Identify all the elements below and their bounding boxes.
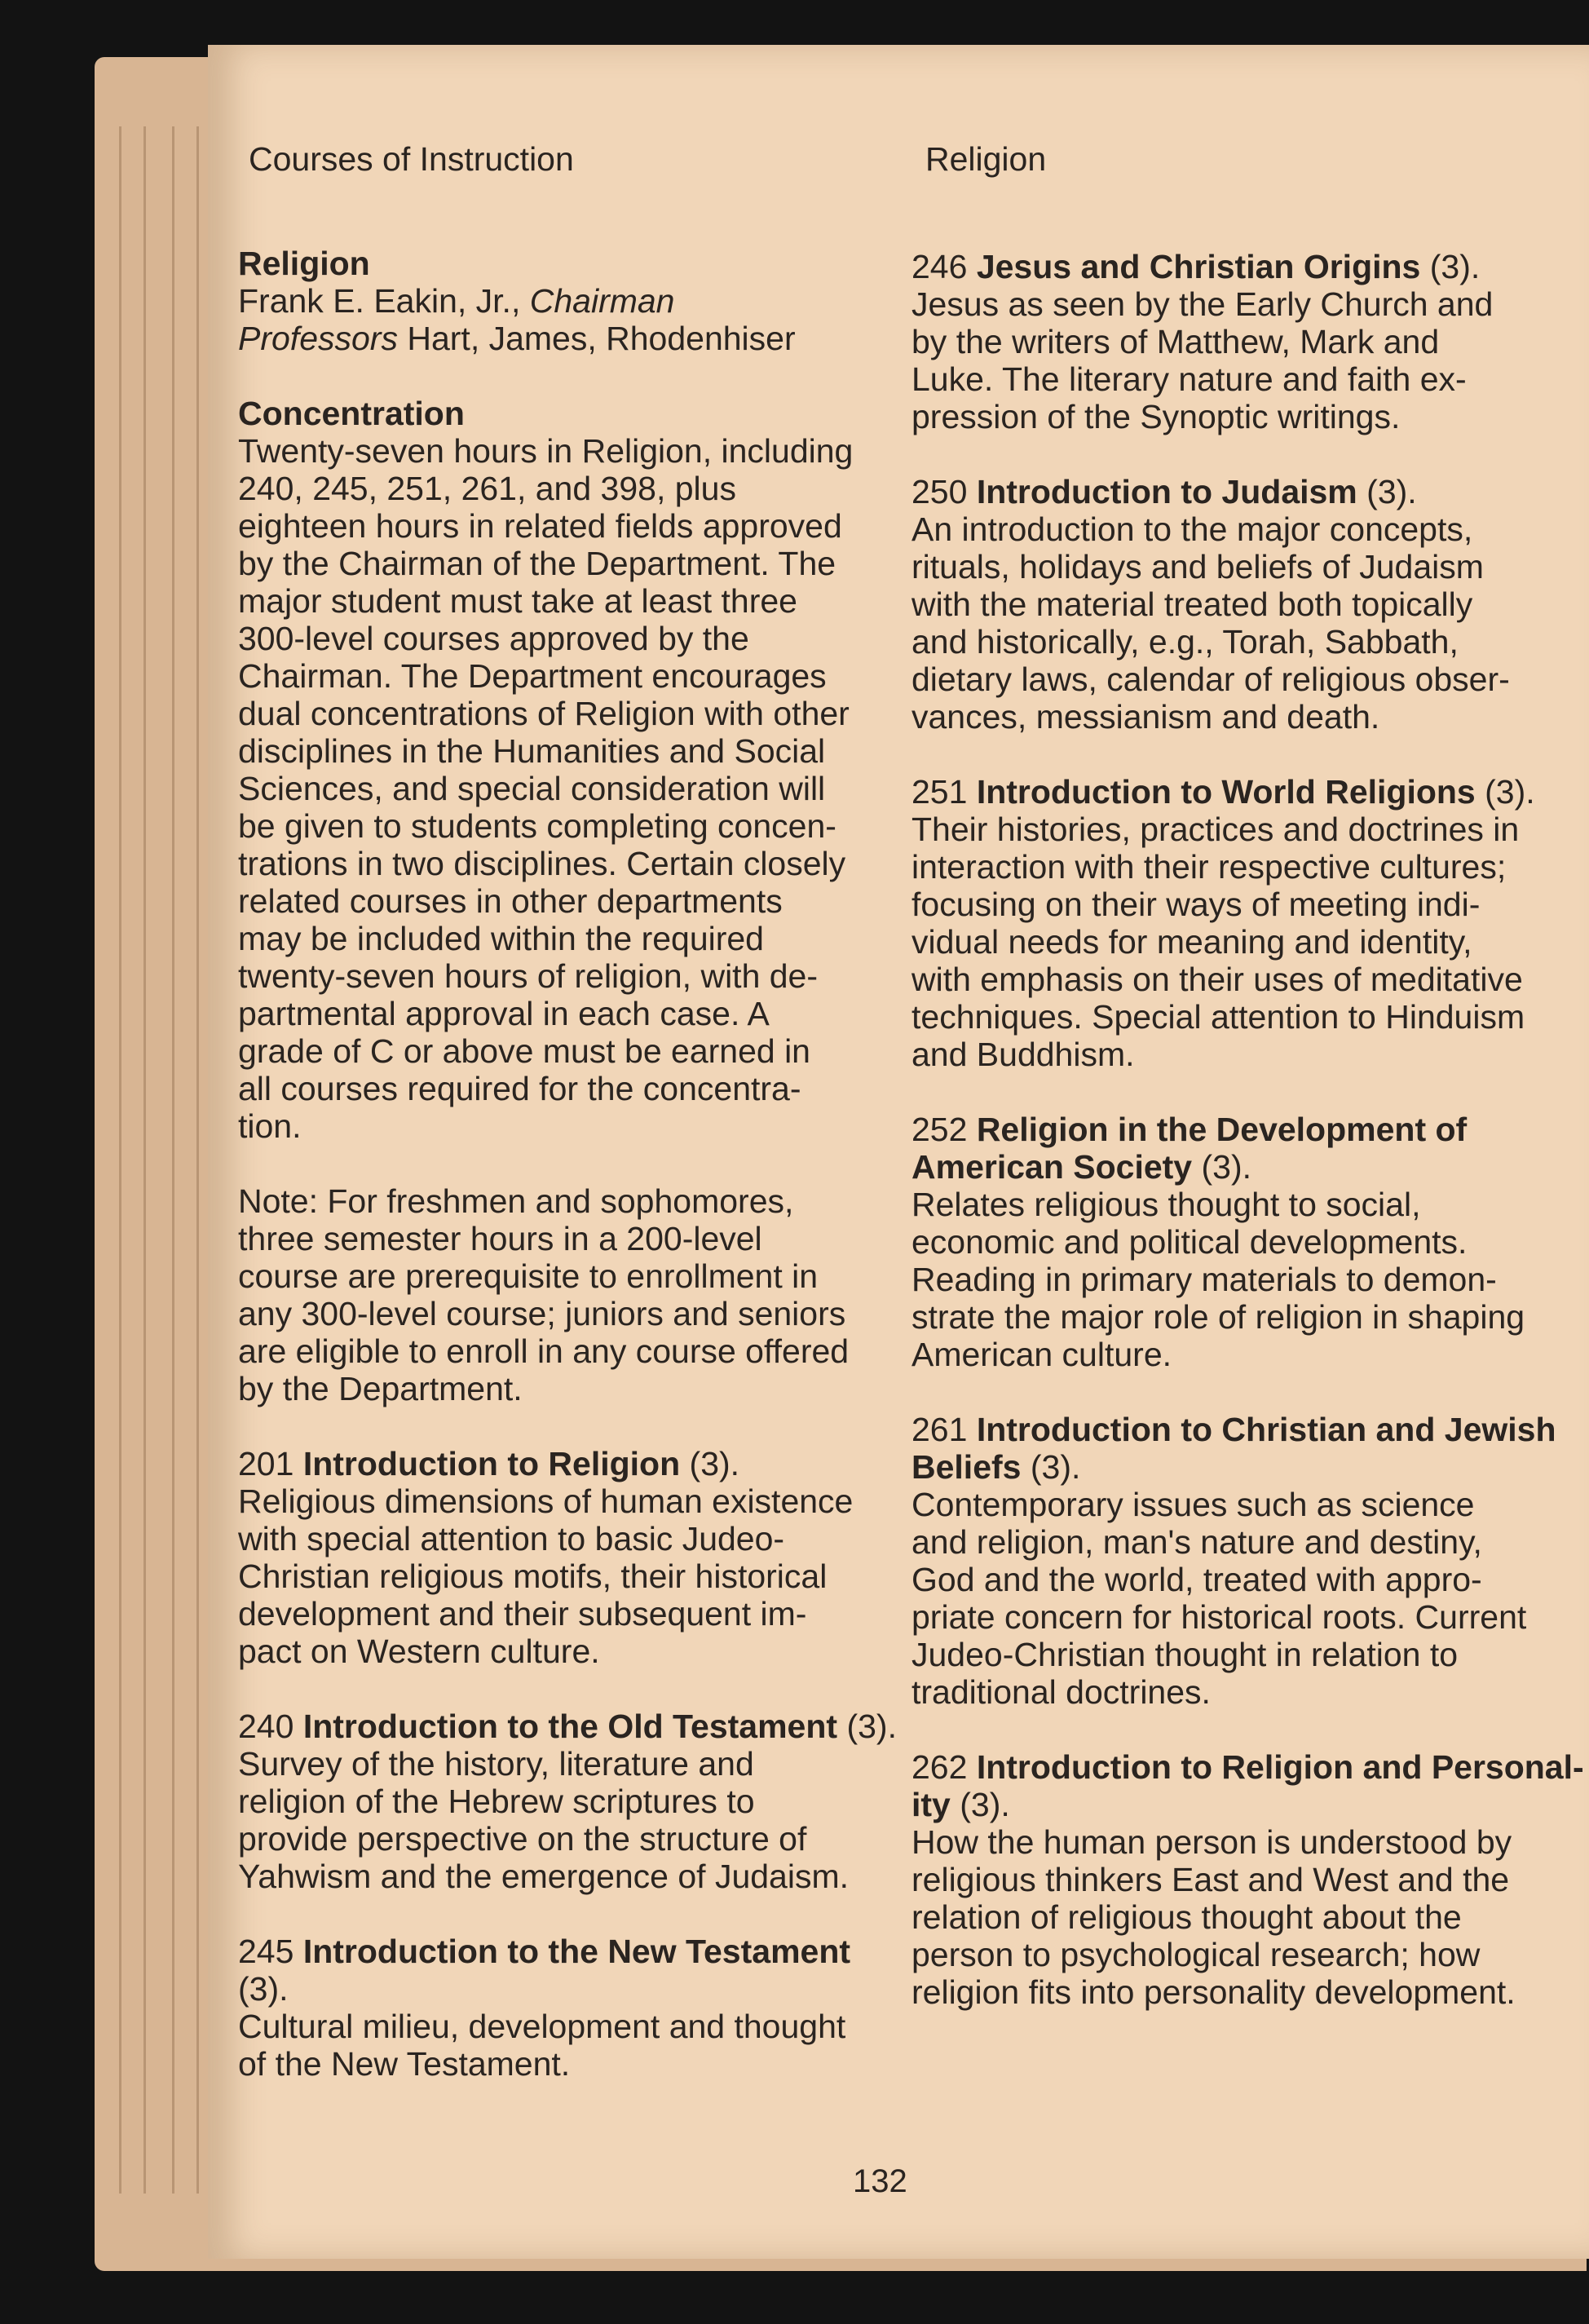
- chairman-title: Chairman: [529, 282, 675, 320]
- course-title-line: [238, 1970, 907, 2008]
- course-credits: (3).: [1429, 248, 1481, 285]
- course-entry: [911, 773, 1580, 1073]
- course-entry: [238, 1445, 907, 1670]
- course-title-line: [911, 1448, 1580, 1486]
- course-description-line: Relates religious thought to social,: [911, 1186, 1421, 1223]
- course-number: 251: [911, 773, 968, 811]
- concentration-line: partmental approval in each case. A: [238, 995, 770, 1032]
- concentration-line: tion.: [238, 1107, 302, 1145]
- course-number: 240: [238, 1708, 294, 1745]
- course-number: 246: [911, 248, 968, 285]
- course-entry: [911, 1748, 1584, 2011]
- running-header-left: Courses of Instruction: [249, 140, 574, 178]
- course-credits: (3).: [238, 1970, 289, 2008]
- course-description-line: and historically, e.g., Torah, Sabbath,: [911, 623, 1459, 661]
- course-description-line: religious thinkers East and West and the: [911, 1861, 1510, 1898]
- course-entry: [911, 473, 1580, 736]
- course-title-line: [238, 1445, 907, 1482]
- course-description-line: with the material treated both topically: [911, 585, 1473, 623]
- course-description-line: by the writers of Matthew, Mark and: [911, 323, 1440, 360]
- chairman-name: Frank E. Eakin, Jr.,: [238, 282, 521, 320]
- course-description-line: techniques. Special attention to Hinduism: [911, 998, 1525, 1036]
- concentration-line: twenty-seven hours of religion, with de-: [238, 957, 819, 995]
- course-title-line: [911, 1786, 1580, 1823]
- note-line: course are prerequisite to enrollment in: [238, 1257, 819, 1295]
- course-title: Introduction to Christian and Jewish: [976, 1411, 1556, 1448]
- course-number: 250: [911, 473, 968, 510]
- course-entry: [238, 1933, 907, 2083]
- course-description-line: provide perspective on the structure of: [238, 1820, 807, 1858]
- professors-label: Professors: [238, 320, 398, 357]
- professors-names: Hart, James, Rhodenhiser: [407, 320, 796, 357]
- concentration-line: be given to students completing concen-: [238, 807, 836, 845]
- course-description-line: vidual needs for meaning and identity,: [911, 923, 1472, 961]
- course-number: 201: [238, 1445, 294, 1482]
- course-description-line: economic and political developments.: [911, 1223, 1468, 1261]
- course-title: Introduction to the New Testament: [302, 1933, 851, 1970]
- running-header-right: Religion: [925, 140, 1047, 178]
- course-description-line: An introduction to the major concepts,: [911, 510, 1473, 548]
- concentration-line: Twenty-seven hours in Religion, including: [238, 432, 854, 470]
- course-title-line: [238, 1708, 907, 1745]
- department-heading: Religion: [238, 245, 370, 282]
- course-description-line: How the human person is understood by: [911, 1823, 1512, 1861]
- course-credits: (3).: [1485, 773, 1535, 811]
- course-description-line: person to psychological research; how: [911, 1936, 1481, 1973]
- course-description-line: relation of religious thought about the: [911, 1898, 1462, 1936]
- course-description-line: focusing on their ways of meeting indi-: [911, 886, 1481, 923]
- course-title: Beliefs: [911, 1448, 1022, 1486]
- course-description-line: interaction with their respective cultures;: [911, 848, 1507, 886]
- course-description-line: Christian religious motifs, their historical: [238, 1557, 828, 1595]
- course-description-line: American culture.: [911, 1336, 1172, 1373]
- course-description-line: vances, messianism and death.: [911, 698, 1380, 736]
- course-description-line: of the New Testament.: [238, 2045, 571, 2083]
- professors-line: [238, 320, 907, 357]
- course-title-line: [911, 773, 1580, 811]
- course-title: Introduction to Religion and Personal-: [976, 1748, 1584, 1786]
- note-line: are eligible to enroll in any course offered: [238, 1332, 850, 1370]
- course-description-line: Judeo-Christian thought in relation to: [911, 1636, 1459, 1673]
- course-title: Introduction to Religion: [302, 1445, 681, 1482]
- concentration-heading: Concentration: [238, 395, 465, 432]
- right-column: [911, 248, 1584, 2048]
- course-description-line: religion fits into personality development.: [911, 1973, 1516, 2011]
- course-title: Religion in the Development of: [976, 1111, 1468, 1148]
- course-title: ity: [911, 1786, 951, 1823]
- concentration-line: Sciences, and special consideration will: [238, 770, 826, 807]
- concentration-line: related courses in other departments: [238, 882, 783, 920]
- course-description-line: Cultural milieu, development and thought: [238, 2008, 846, 2045]
- course-description-line: development and their subsequent im-: [238, 1595, 807, 1633]
- course-title: Introduction to the Old Testament: [302, 1708, 838, 1745]
- course-number: 245: [238, 1933, 294, 1970]
- course-list-left: [238, 1445, 907, 2083]
- course-title-line: [911, 1411, 1580, 1448]
- course-entry: [238, 1708, 907, 1895]
- course-description-line: Contemporary issues such as science: [911, 1486, 1475, 1523]
- course-description-line: priate concern for historical roots. Current: [911, 1598, 1527, 1636]
- concentration-line: grade of C or above must be earned in: [238, 1032, 810, 1070]
- course-entry: [911, 1111, 1580, 1373]
- concentration-line: major student must take at least three: [238, 582, 797, 620]
- concentration-line: eighteen hours in related fields approved: [238, 507, 842, 545]
- course-description-line: rituals, holidays and beliefs of Judaism: [911, 548, 1484, 585]
- course-description-line: Yahwism and the emergence of Judaism.: [238, 1858, 850, 1895]
- note-block: [238, 1182, 907, 1407]
- course-title-line: [911, 1748, 1584, 1786]
- course-title-line: [238, 1933, 907, 1970]
- concentration-line: disciplines in the Humanities and Social: [238, 732, 826, 770]
- note-text: [238, 1182, 907, 1407]
- department-block: [238, 245, 907, 357]
- concentration-line: by the Chairman of the Department. The: [238, 545, 836, 582]
- course-description-line: and Buddhism.: [911, 1036, 1135, 1073]
- course-description-line: with special attention to basic Judeo-: [238, 1520, 785, 1557]
- course-description-line: and religion, man's nature and destiny,: [911, 1523, 1482, 1561]
- course-title: Jesus and Christian Origins: [976, 248, 1421, 285]
- course-description-line: with emphasis on their uses of meditative: [911, 961, 1523, 998]
- concentration-line: 240, 245, 251, 261, and 398, plus: [238, 470, 736, 507]
- course-list-right: [911, 248, 1584, 2011]
- course-description-line: Reading in primary materials to demon-: [911, 1261, 1497, 1298]
- concentration-line: trations in two disciplines. Certain closely: [238, 845, 846, 882]
- note-line: by the Department.: [238, 1370, 523, 1407]
- course-credits: (3).: [960, 1786, 1010, 1823]
- course-number: 261: [911, 1411, 968, 1448]
- concentration-text: [238, 432, 907, 1145]
- course-description-line: pression of the Synoptic writings.: [911, 398, 1401, 435]
- note-line: three semester hours in a 200-level: [238, 1220, 762, 1257]
- course-title-line: [911, 1111, 1580, 1148]
- concentration-line: all courses required for the concentra-: [238, 1070, 801, 1107]
- note-line: Note: For freshmen and sophomores,: [238, 1182, 794, 1220]
- course-description-line: religion of the Hebrew scriptures to: [238, 1783, 755, 1820]
- course-description-line: Religious dimensions of human existence: [238, 1482, 854, 1520]
- concentration-line: 300-level courses approved by the: [238, 620, 749, 657]
- course-credits: (3).: [1201, 1148, 1252, 1186]
- page-number: 132: [853, 2163, 907, 2199]
- left-column: [238, 245, 907, 2120]
- course-title-line: [911, 248, 1580, 285]
- course-entry: [911, 248, 1580, 435]
- course-description-line: pact on Western culture.: [238, 1633, 600, 1670]
- course-credits: (3).: [689, 1445, 740, 1482]
- course-description-line: traditional doctrines.: [911, 1673, 1211, 1711]
- course-number: 262: [911, 1748, 968, 1786]
- note-line: any 300-level course; juniors and seniors: [238, 1295, 846, 1332]
- concentration-block: [238, 395, 907, 1145]
- course-description-line: dietary laws, calendar of religious obser-: [911, 661, 1510, 698]
- concentration-line: may be included within the required: [238, 920, 764, 957]
- course-entry: [911, 1411, 1580, 1711]
- course-title: American Society: [911, 1148, 1193, 1186]
- course-credits: (3).: [1366, 473, 1417, 510]
- course-title-line: [911, 473, 1580, 510]
- course-description-line: Survey of the history, literature and: [238, 1745, 754, 1783]
- course-title: Introduction to Judaism: [976, 473, 1357, 510]
- course-number: 252: [911, 1111, 968, 1148]
- course-description-line: strate the major role of religion in shaping: [911, 1298, 1525, 1336]
- course-description-line: Their histories, practices and doctrines in: [911, 811, 1520, 848]
- course-credits: (3).: [1030, 1448, 1081, 1486]
- course-description-line: God and the world, treated with appro-: [911, 1561, 1482, 1598]
- course-title-line: [911, 1148, 1580, 1186]
- course-description-line: Luke. The literary nature and faith ex-: [911, 360, 1467, 398]
- chairman-line: [238, 282, 907, 320]
- course-title: Introduction to World Religions: [976, 773, 1476, 811]
- concentration-line: dual concentrations of Religion with other: [238, 695, 850, 732]
- course-description-line: Jesus as seen by the Early Church and: [911, 285, 1494, 323]
- concentration-line: Chairman. The Department encourages: [238, 657, 827, 695]
- course-credits: (3).: [846, 1708, 897, 1745]
